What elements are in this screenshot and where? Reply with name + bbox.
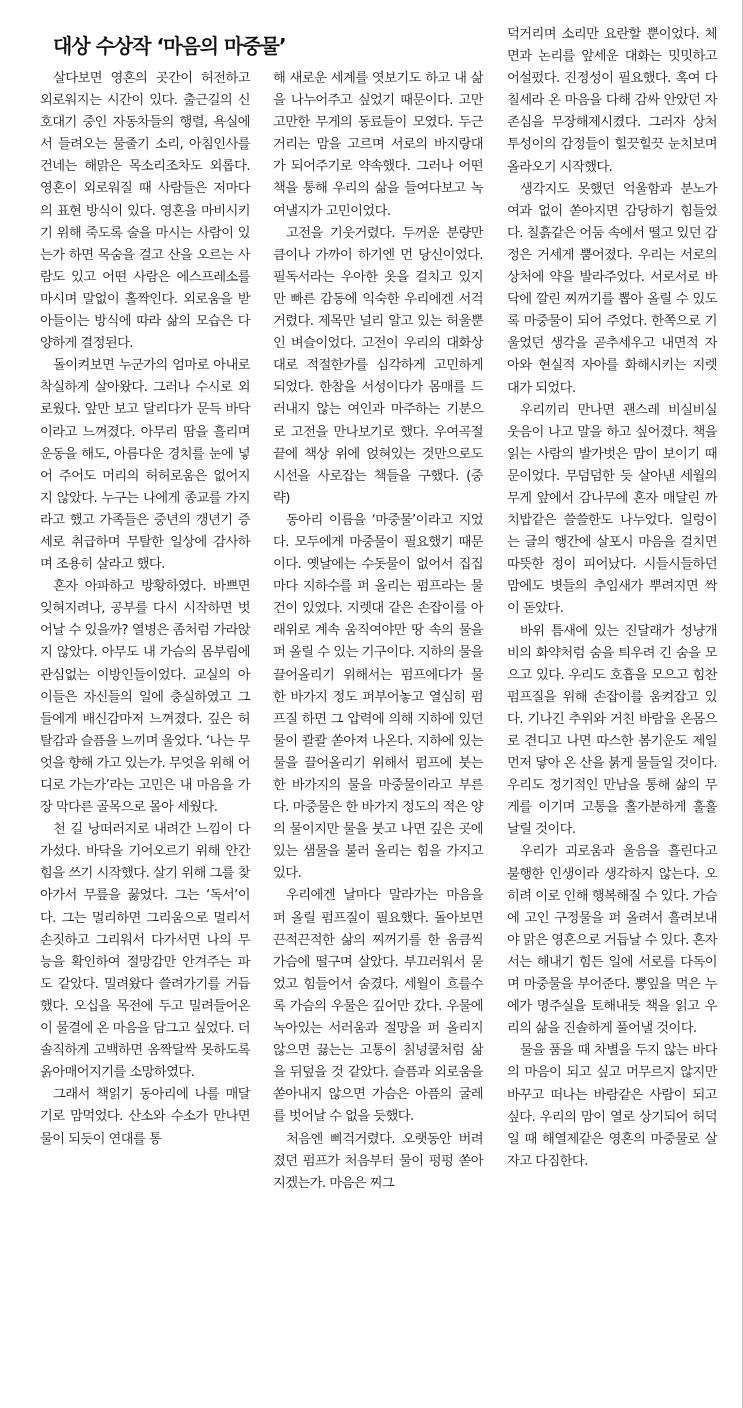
column-2: [273, 68, 483, 1195]
paragraph: 처음엔 삐걱거렸다. 오랫동안 버려졌던 펌프가 처음부터 물이 펑펑 쏟아지겠는가. 마음은 찌그: [273, 1131, 483, 1191]
paragraph: 그래서 책읽기 동아리에 나를 매달기로 맘먹었다. 산소와 수소가 만나면 물이 되듯이 연대를 통: [40, 1087, 250, 1147]
paragraph: 우리에겐 날마다 말라가는 마음을 퍼 올릴 펌프질이 필요했다. 돌아보면 끈적끈적한 삶의 찌꺼기를 한 움큼씩 가슴에 떨구며 살았다. 부끄러워서 묻었고 힘들어서 숨겼다. 세월이 흐를수록 가슴의 우물은 깊어만 갔다. 우물에 녹아있는 서러움과 절망을 퍼 올리지 않으면 끓는는 고통이 칡넝쿨처럼 삶을 뒤덮을 것 같았다. 슬픔과 외로움을 쏟아내지 않으면 가슴은 아픔의 굴레를 벗어날 수 없을 듯했다.: [273, 888, 483, 1125]
paragraph: 혼자 아파하고 방황하였다. 바쁘면 잊혀지려나, 공부를 다시 시작하면 벗어날 수 있을까? 열병은 좀처럼 가라앉지 않았다. 아무도 내 가슴의 몸부림에 관심없는 이방인들이었다. 교실의 아이들은 자신들의 일에 충실하였고 그들에게 배신감마저 느껴졌다. 깊은 허탈감과 슬픔을 느끼며 울었다. ‘나는 무엇을 향해 가고 있는가. 무엇을 위해 어디로 가는가’라는 고민은 내 마음을 가장 막다른 골목으로 몰아 세웠다.: [40, 579, 250, 816]
paragraph: 고전을 기웃거렸다. 두꺼운 분량만큼이나 가까이 하기엔 먼 당신이었다. 필독서라는 우아한 옷을 걸치고 있지만 빠른 감동에 익숙한 우리에겐 서걱거렸다. 제목만 널리 알고 있는 허울뿐인 벼슬이었다. 고전이 우리의 대화상대로 적절한가를 심각하게 고민하게 되었다. 한참을 서성이다가 몸매를 드러내지 않는 여인과 마주하는 기분으로 고전을 만나보기로 했다. 우여곡절 끝에 책상 위에 얹혀있는 것만으로도 시선을 사로잡는 책들을 구했다. (중략): [273, 225, 483, 506]
article-title: 대상 수상작 ‘마음의 마중물’: [53, 34, 286, 58]
column-3: [507, 24, 717, 1173]
paragraph: 돌이켜보면 누군가의 엄마로 아내로 착실하게 살아왔다. 그러나 수시로 외로웠다. 앞만 보고 달리다가 문득 바닥이라고 느껴졌다. 아무리 땀을 흘리며 운동을 해도, 아름다운 경치를 눈에 넣어 주어도 머리의 허허로움은 없어지지 않았다. 누구는 나에게 종교를 가지라고 했고 가족들은 중년의 갱년기 증세로 취급하며 무탈한 일상에 감사하며 조용히 살라고 했다.: [40, 358, 250, 573]
paragraph: 해 새로운 세계를 엿보기도 하고 내 삶을 나누어주고 싶었기 때문이다. 고만고만한 무게의 동료들이 모였다. 두근거리는 맘을 고르며 서로의 바지랑대가 되어주기로 약속했다. 그러나 어떤 책을 통해 우리의 삶을 들여다보고 녹여낼지가 고민이었다.: [273, 71, 483, 219]
paragraph: 생각지도 못했던 억울함과 분노가 여과 없이 쏟아지면 감당하기 힘들었다. 칠흙같은 어둠 속에서 떨고 있던 감정은 거세게 뿜어졌다. 우리는 서로의 상처에 약을 발라주었다. 서로서로 바닥에 깔린 찌꺼기를 뽑아 올릴 수 있도록 마중물이 되어 주었다. 한쪽으로 기울었던 생각을 곧추세우고 내면적 자아와 현실적 자아를 화해시키는 지렛대가 되었다.: [507, 181, 717, 396]
paragraph: 바위 틈새에 있는 진달래가 성냥개비의 화약처럼 숨을 틔우려 긴 숨을 모으고 있다. 우리도 호흡을 모으고 힘찬 펌프질을 위해 손잡이를 움켜잡고 있다. 기나긴 추위와 거친 바람을 온몸으로 견디고 나면 따스한 봄기운도 제일 먼저 닿아 온 산을 붉게 물들일 것이다. 우리도 정기적인 만남을 통해 삶의 무게를 이기며 고통을 홀가분하게 훌훌 날릴 것이다.: [507, 623, 717, 838]
paragraph: 우리끼리 만나면 괜스레 비실비실 웃음이 나고 말을 하고 싶어졌다. 책을 읽는 사람의 발가벗은 맘이 보이기 때문이었다. 무덤덤한 듯 살아낸 세월의 무게 앞에서 감나무에 혼자 매달린 까치밥같은 쓸쓸한도 나누었다. 일렁이는 글의 행간에 살포시 마음을 걸치면 따뜻한 정이 피어났다. 시들시들하던 맘에도 볏들의 추임새가 뿌려지면 싹이 돋았다.: [507, 402, 717, 617]
paragraph: 우리가 괴로움과 울음을 흘린다고 불행한 인생이라 생각하지 않는다. 오히려 이로 인해 행복해질 수 있다. 가슴에 고인 구정물을 퍼 올려서 흘려보내야 맑은 영혼으로 거듭날 수 있다. 혼자서는 해내기 힘든 일에 서로를 다독이며 마중물을 부어준다. 뽕잎을 먹은 누에가 명주실을 토해내듯 책을 읽고 우리의 삶을 진솔하게 풀어낼 것이다.: [507, 844, 717, 1037]
column-1: [40, 68, 250, 1151]
paragraph: 천 길 낭떠러지로 내려간 느낌이 다가섰다. 바닥을 기어오르기 위해 안간힘을 쓰기 시작했다. 살기 위해 그를 찾아가서 무릎을 꿇었다. 그는 ‘독서’이다. 그는 멀리하면 그리움으로 멀리서 손짓하고 그리워서 다가서면 나의 무능을 확인하여 절망감만 안겨주는 파도 같았다. 밀려왔다 쓸려가기를 거듭했다. 오십을 목전에 두고 밀려들어온 이 물결에 온 마음을 담그고 싶었다. 더 솔직하게 고백하면 옴짝달싹 못하도록 옭아매어지기를 소망하였다.: [40, 822, 250, 1081]
paragraph: 덕거리며 소리만 요란할 뿐이었다. 체면과 논리를 앞세운 대화는 밋밋하고 어설펐다. 진정성이 필요했다. 혹여 다칠세라 온 마음을 다해 감싸 안았던 자존심을 무장해제시켰다. 그러자 상처투성이의 감정들이 힐끗힐끗 눈치보며 올라오기 시작했다.: [507, 27, 717, 175]
paragraph: 동아리 이름을 ‘마중물’이라고 지었다. 모두에게 마중물이 필요했기 때문이다. 옛날에는 수돗물이 없어서 집집마다 지하수를 퍼 올리는 펌프라는 물건이 있었다. 지렛대 같은 손잡이를 아래위로 계속 움직여야만 땅 속의 물을 퍼 올릴 수 있는 기구이다. 지하의 물을 끌어올리기 위해서는 펌프에다가 물 한 바가지 정도 퍼부어놓고 열심히 펌프질 하면 그 압력에 의해 지하에 있던 물이 콸콸 쏟아져 나온다. 지하에 있는 물을 끌어올리기 위해서 펌프에 붓는 한 바가지의 물을 마중물이라고 부른다. 마중물은 한 바가지 정도의 적은 양의 물이지만 물을 붓고 나면 깊은 곳에 있는 샘물을 불러 올리는 힘을 가지고 있다.: [273, 512, 483, 882]
paragraph: 살다보면 영혼의 곳간이 허전하고 외로워지는 시간이 있다. 출근길의 신호대기 중인 자동차들의 행렬, 욕실에서 들려오는 물줄기 소리, 아침인사를 건네는 해맑은 목소리조차도 외롭다. 영혼이 외로워질 때 사람들은 저마다의 표현 방식이 있다. 영혼을 마비시키기 위해 죽도록 술을 마시는 사람이 있는가 하면 목숨을 걸고 산을 오르는 사람도 있고 어떤 사람은 에스프레소를 마시며 말없이 홀짝인다. 외로움을 받아들이는 방식에 따라 삶의 모습은 다양하게 결정된다.: [40, 71, 250, 352]
paragraph: 물을 품을 때 차별을 두지 않는 바다의 마음이 되고 싶고 머무르지 않지만 바꾸고 떠나는 바람같은 사람이 되고 싶다. 우리의 맘이 열로 상기되어 허덕일 때 해열제같은 영혼의 마중물로 살자고 다짐한다.: [507, 1043, 717, 1169]
